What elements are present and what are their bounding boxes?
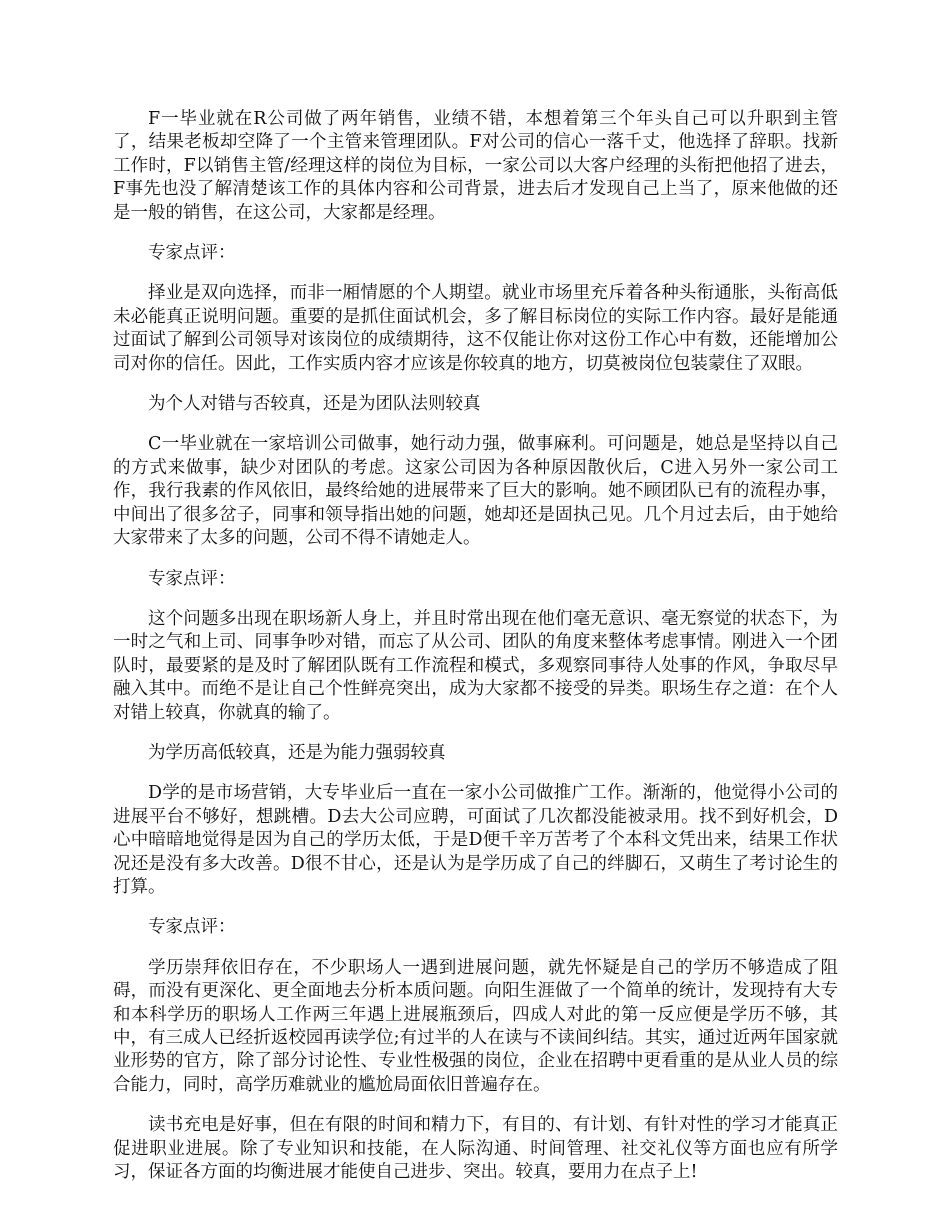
expert-comment-label: 专家点评： xyxy=(148,568,236,589)
expert-comment-paragraph: 学历崇拜依旧存在，不少职场人一遇到进展问题，就先怀疑是自己的学历不够造成了阻碍，而没有更深化、更全面地去分析本质问题。向阳生涯做了一个简单的统计，发现持有大专和本科学历的职场人工作两三年遇上进展瓶颈后，四成人对此的第一反应便是学历不够，其中，有三成人已经折返校园再读学位;有过半的人在读与不读间纠结。其实，通过近两年国家就业形势的官方，除了部分讨论性、专业性极强的岗位，企业在招聘中更看重的是从业人员的综合能力，同时，高学历难就业的尴尬局面依旧普遍存在。 xyxy=(113,957,838,1095)
expert-comment-label: 专家点评： xyxy=(148,917,236,938)
story-c-paragraph: C一毕业就在一家培训公司做事，她行动力强，做事麻利。可问题是，她总是坚持以自己的方式来做事，缺少对团队的考虑。这家公司因为各种原因散伙后，C进入另外一家公司工作，我行我素的作风依旧，最终给她的进展带来了巨大的影响。她不顾团队已有的流程办事，中间出了很多岔子，同事和领导指出她的问题，她却还是固执己见。几个月过去后，由于她给大家带来了太多的问题，公司不得不请她走人。 xyxy=(113,434,838,549)
section-heading-education: 为学历高低较真，还是为能力强弱较真 xyxy=(148,742,446,763)
expert-comment-paragraph: 择业是双向选择，而非一厢情愿的个人期望。就业市场里充斥着各种头衔通胀，头衔高低未必能真正说明问题。重要的是抓住面试机会，多了解目标岗位的实际工作内容。最好是能通过面试了解到公司领导对该岗位的成绩期待，这不仅能让你对这份工作心中有数，还能增加公司对你的信任。因此，工作实质内容才应该是你较真的地方，切莫被岗位包装蒙住了双眼。 xyxy=(113,283,838,374)
document-page xyxy=(113,108,838,1201)
section-heading-team: 为个人对错与否较真，还是为团队法则较真 xyxy=(148,394,481,415)
story-d-paragraph: D学的是市场营销，大专毕业后一直在一家小公司做推广工作。渐渐的，他觉得小公司的进展平台不够好，想跳槽。D去大公司应聘，可面试了几次都没能被录用。找不到好机会，D心中暗暗地觉得是因为自己的学历太低，于是D便千辛万苦考了个本科文凭出来，结果工作状况还是没有多大改善。D很不甘心，还是认为是学历成了自己的绊脚石，又萌生了考讨论生的打算。 xyxy=(113,783,838,897)
closing-paragraph: 读书充电是好事，但在有限的时间和精力下，有目的、有计划、有针对性的学习才能真正促进职业进展。除了专业知识和技能，在人际沟通、时间管理、社交礼仪等方面也应有所学习，保证各方面的均衡进展才能使自己进步、突出。较真，要用力在点子上! xyxy=(113,1115,838,1183)
expert-comment-label: 专家点评： xyxy=(148,243,236,264)
story-f-paragraph: F一毕业就在R公司做了两年销售，业绩不错，本想着第三个年头自己可以升职到主管了，结果老板却空降了一个主管来管理团队。F对公司的信心一落千丈，他选择了辞职。找新工作时，F以销售主管/经理这样的岗位为目标，一家公司以大客户经理的头衔把他招了进去，F事先也没了解清楚该工作的具体内容和公司背景，进去后才发现自己上当了，原来他做的还是一般的销售，在这公司，大家都是经理。 xyxy=(113,109,838,223)
expert-comment-paragraph: 这个问题多出现在职场新人身上，并且时常出现在他们毫无意识、毫无察觉的状态下，为一时之气和上司、同事争吵对错，而忘了从公司、团队的角度来整体考虑事情。刚进入一个团队时，最要紧的是及时了解团队既有工作流程和模式，多观察同事待人处事的作风，争取尽早融入其中。而绝不是让自己个性鲜亮突出，成为大家都不接受的异类。职场生存之道：在个人对错上较真，你就真的输了。 xyxy=(113,608,838,723)
